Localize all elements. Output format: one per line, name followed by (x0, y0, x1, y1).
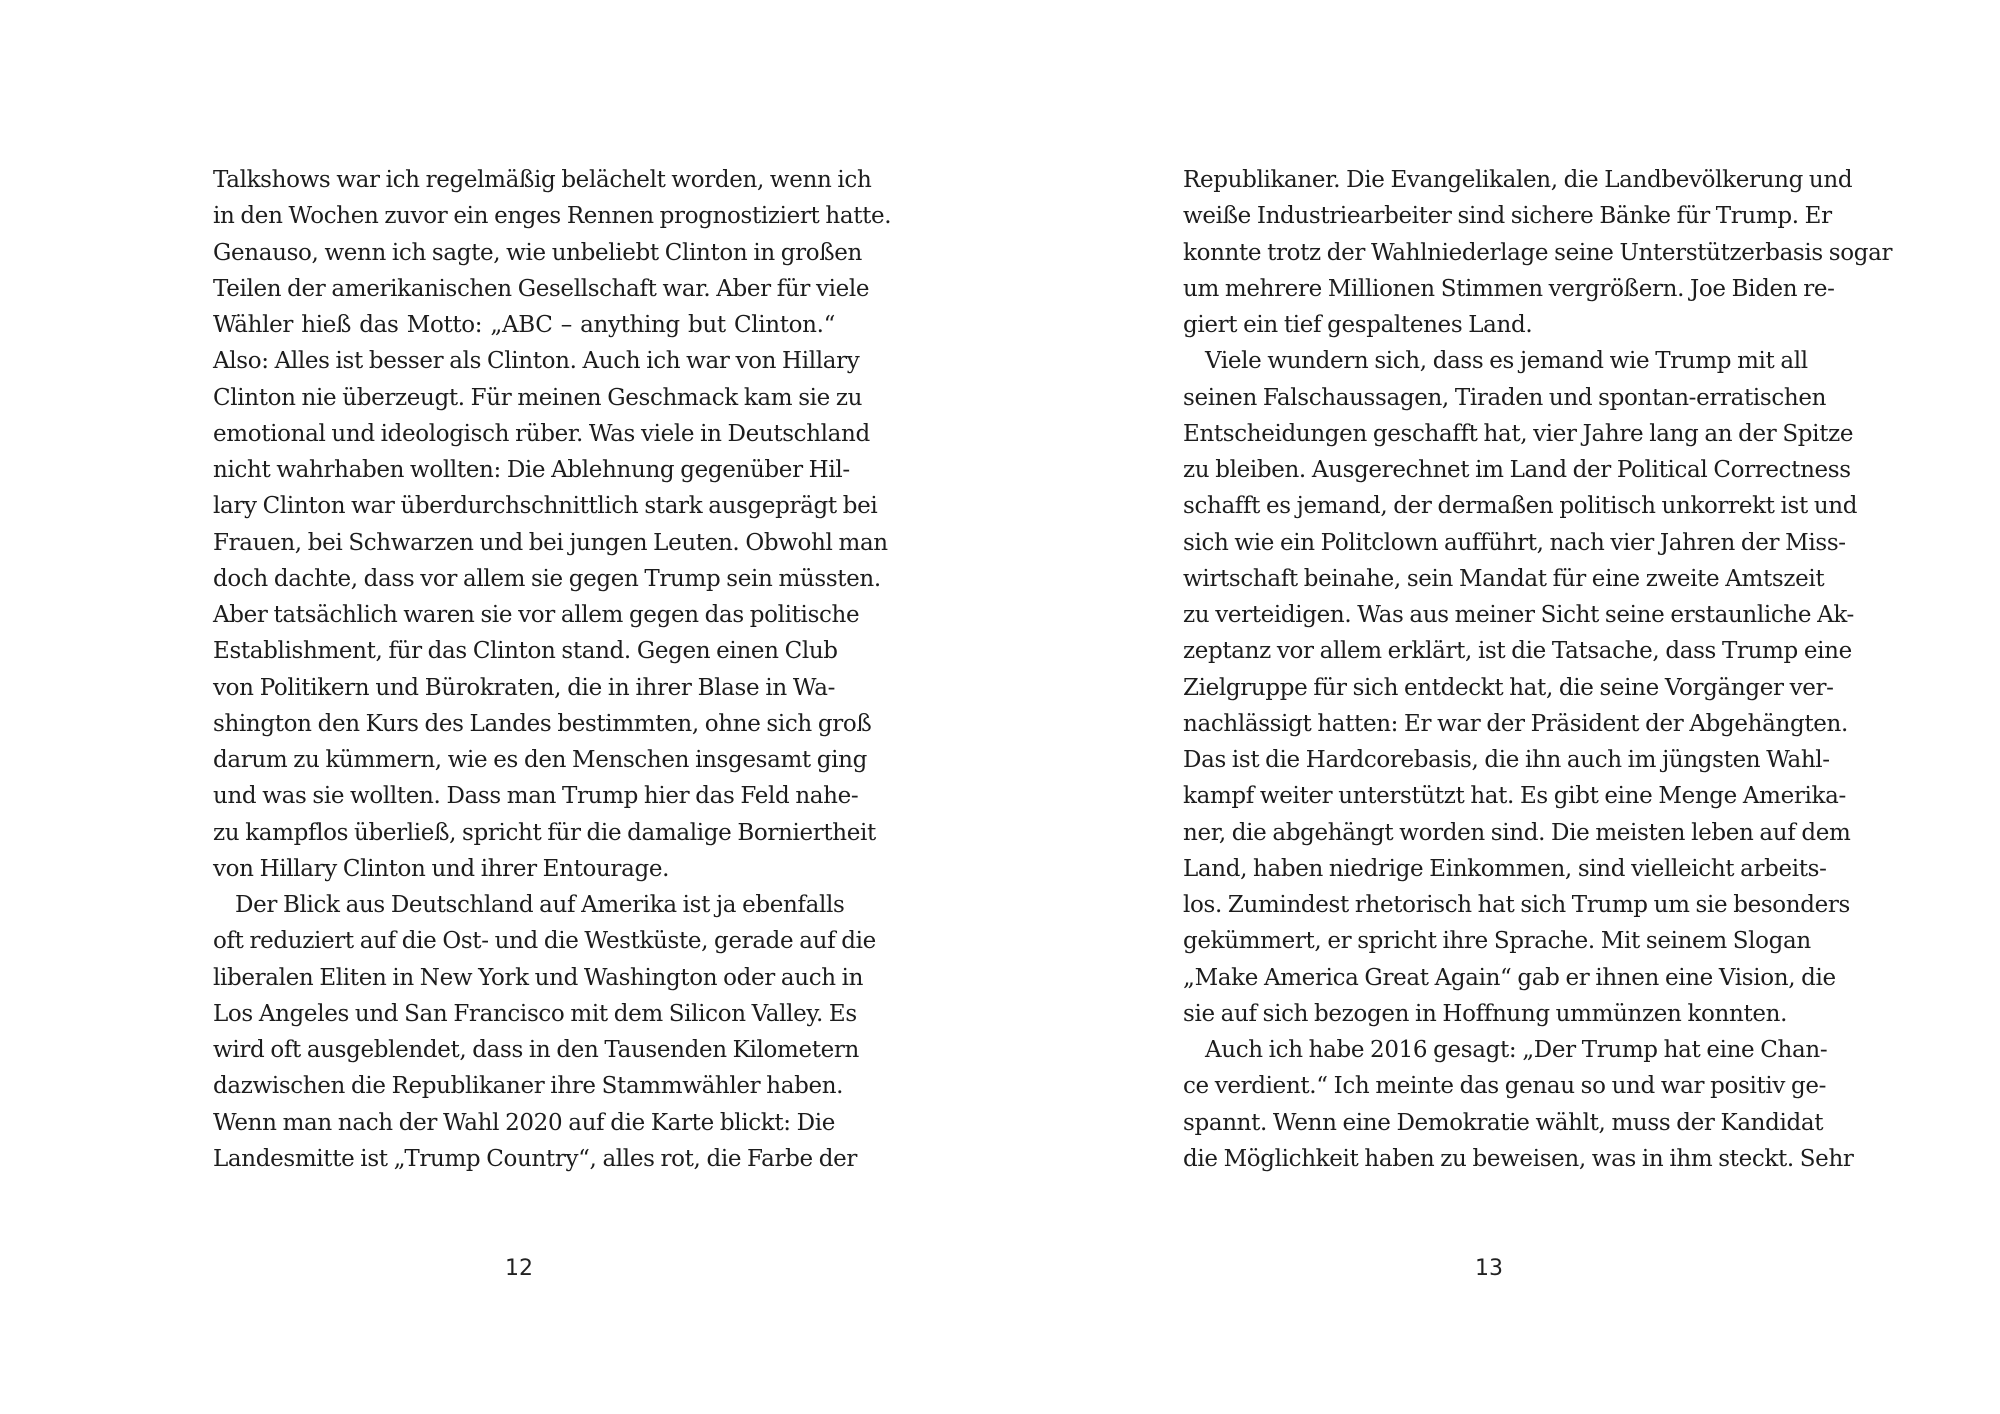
text-line: Zielgruppe für sich entdeckt hat, die seine Vorgänger ver- (1183, 674, 1834, 701)
text-line: emotional und ideologisch rüber. Was viele in Deutschland (213, 420, 870, 447)
text-line: dazwischen die Republikaner ihre Stammwähler haben. (213, 1073, 844, 1100)
text-line: Wähler hieß das Motto: „ABC – anything but Clinton.“ (213, 312, 835, 338)
right-page-text (1183, 162, 1893, 1177)
text-line: Teilen der amerikanischen Gesellschaft war. Aber für viele (213, 275, 870, 302)
text-line: ce verdient.“ Ich meinte das genau so und war positiv ge- (1183, 1073, 1827, 1100)
text-line: kampf weiter unterstützt hat. Es gibt eine Menge Amerika- (1183, 783, 1846, 810)
text-line: weiße Industriearbeiter sind sichere Bänke für Trump. Er (1183, 203, 1832, 230)
text-line: von Hillary Clinton und ihrer Entourage. (213, 855, 670, 882)
text-line: Wenn man nach der Wahl 2020 auf die Karte blickt: Die (213, 1109, 835, 1136)
text-line: zeptanz vor allem erklärt, ist die Tatsache, dass Trump eine (1183, 638, 1852, 665)
page-number-right: 13 (1475, 1256, 1503, 1281)
text-line: ner, die abgehängt worden sind. Die meisten leben auf dem (1183, 819, 1851, 846)
text-line: seinen Falschaussagen, Tiraden und spontan-erratischen (1183, 384, 1827, 411)
text-line: in den Wochen zuvor ein enges Rennen prognostiziert hatte. (213, 203, 892, 230)
text-line: von Politikern und Bürokraten, die in ihrer Blase in Wa- (213, 674, 835, 701)
text-line: Clinton nie überzeugt. Für meinen Geschmack kam sie zu (213, 384, 863, 411)
text-line: sich wie ein Politclown aufführt, nach vier Jahren der Miss- (1183, 529, 1846, 556)
left-page-text (213, 162, 892, 1177)
text-line: Talkshows war ich regelmäßig belächelt worden, wenn ich (213, 167, 872, 193)
text-line: Los Angeles und San Francisco mit dem Silicon Valley. Es (213, 1000, 857, 1027)
text-line: Auch ich habe 2016 gesagt: „Der Trump hat eine Chan- (1205, 1037, 1828, 1063)
text-line: Establishment, für das Clinton stand. Gegen einen Club (213, 638, 838, 665)
text-line: Das ist die Hardcorebasis, die ihn auch im jüngsten Wahl- (1183, 747, 1830, 773)
text-line: Also: Alles ist besser als Clinton. Auch ich war von Hillary (213, 348, 860, 375)
text-line: Aber tatsächlich waren sie vor allem gegen das politische (213, 602, 860, 628)
text-line: oft reduziert auf die Ost- und die Westküste, gerade auf die (213, 928, 876, 955)
text-line: und was sie wollten. Dass man Trump hier das Feld nahe- (213, 783, 859, 810)
text-line: liberalen Eliten in New York und Washington oder auch in (213, 964, 864, 991)
text-line: Der Blick aus Deutschland auf Amerika ist ja ebenfalls (235, 892, 845, 918)
text-line: nicht wahrhaben wollten: Die Ablehnung gegenüber Hil- (213, 457, 850, 483)
text-line: wirtschaft beinahe, sein Mandat für eine zweite Amtszeit (1183, 565, 1825, 592)
text-line: Republikaner. Die Evangelikalen, die Landbevölkerung und (1183, 167, 1853, 193)
text-line: nachlässigt hatten: Er war der Präsident der Abgehängten. (1183, 710, 1848, 737)
page-number-left: 12 (505, 1256, 533, 1281)
text-line: spannt. Wenn eine Demokratie wählt, muss der Kandidat (1183, 1109, 1824, 1136)
text-line: konnte trotz der Wahlniederlage seine Unterstützerbasis sogar (1183, 239, 1893, 266)
text-line: wird oft ausgeblendet, dass in den Tausenden Kilometern (213, 1037, 859, 1063)
text-line: die Möglichkeit haben zu beweisen, was in ihm steckt. Sehr (1183, 1145, 1854, 1172)
text-line: sie auf sich bezogen in Hoffnung ummünzen konnten. (1183, 1000, 1788, 1027)
text-line: Frauen, bei Schwarzen und bei jungen Leuten. Obwohl man (213, 529, 888, 556)
text-line: zu kampflos überließ, spricht für die damalige Borniertheit (213, 819, 876, 846)
text-line: gekümmert, er spricht ihre Sprache. Mit seinem Slogan (1183, 928, 1811, 955)
text-line: „Make America Great Again“ gab er ihnen eine Vision, die (1183, 964, 1836, 991)
text-line: schafft es jemand, der dermaßen politisch unkorrekt ist und (1183, 493, 1858, 520)
text-line: Land, haben niedrige Einkommen, sind vielleicht arbeits- (1183, 855, 1827, 882)
text-line: shington den Kurs des Landes bestimmten, ohne sich groß (213, 710, 872, 737)
text-line: zu bleiben. Ausgerechnet im Land der Political Correctness (1183, 457, 1851, 483)
text-line: doch dachte, dass vor allem sie gegen Trump sein müssten. (213, 565, 881, 592)
text-line: Landesmitte ist „Trump Country“, alles rot, die Farbe der (213, 1145, 857, 1172)
text-line: um mehrere Millionen Stimmen vergrößern. Joe Biden re- (1183, 275, 1835, 302)
text-line: lary Clinton war überdurchschnittlich stark ausgeprägt bei (213, 493, 878, 520)
text-line: giert ein tief gespaltenes Land. (1183, 312, 1533, 338)
text-line: zu verteidigen. Was aus meiner Sicht seine erstaunliche Ak- (1183, 602, 1854, 628)
text-line: Entscheidungen geschafft hat, vier Jahre lang an der Spitze (1183, 420, 1854, 447)
text-line: Viele wundern sich, dass es jemand wie Trump mit all (1205, 348, 1808, 375)
text-line: darum zu kümmern, wie es den Menschen insgesamt ging (213, 747, 867, 773)
text-line: los. Zumindest rhetorisch hat sich Trump um sie besonders (1183, 892, 1850, 918)
text-line: Genauso, wenn ich sagte, wie unbeliebt Clinton in großen (213, 239, 863, 266)
